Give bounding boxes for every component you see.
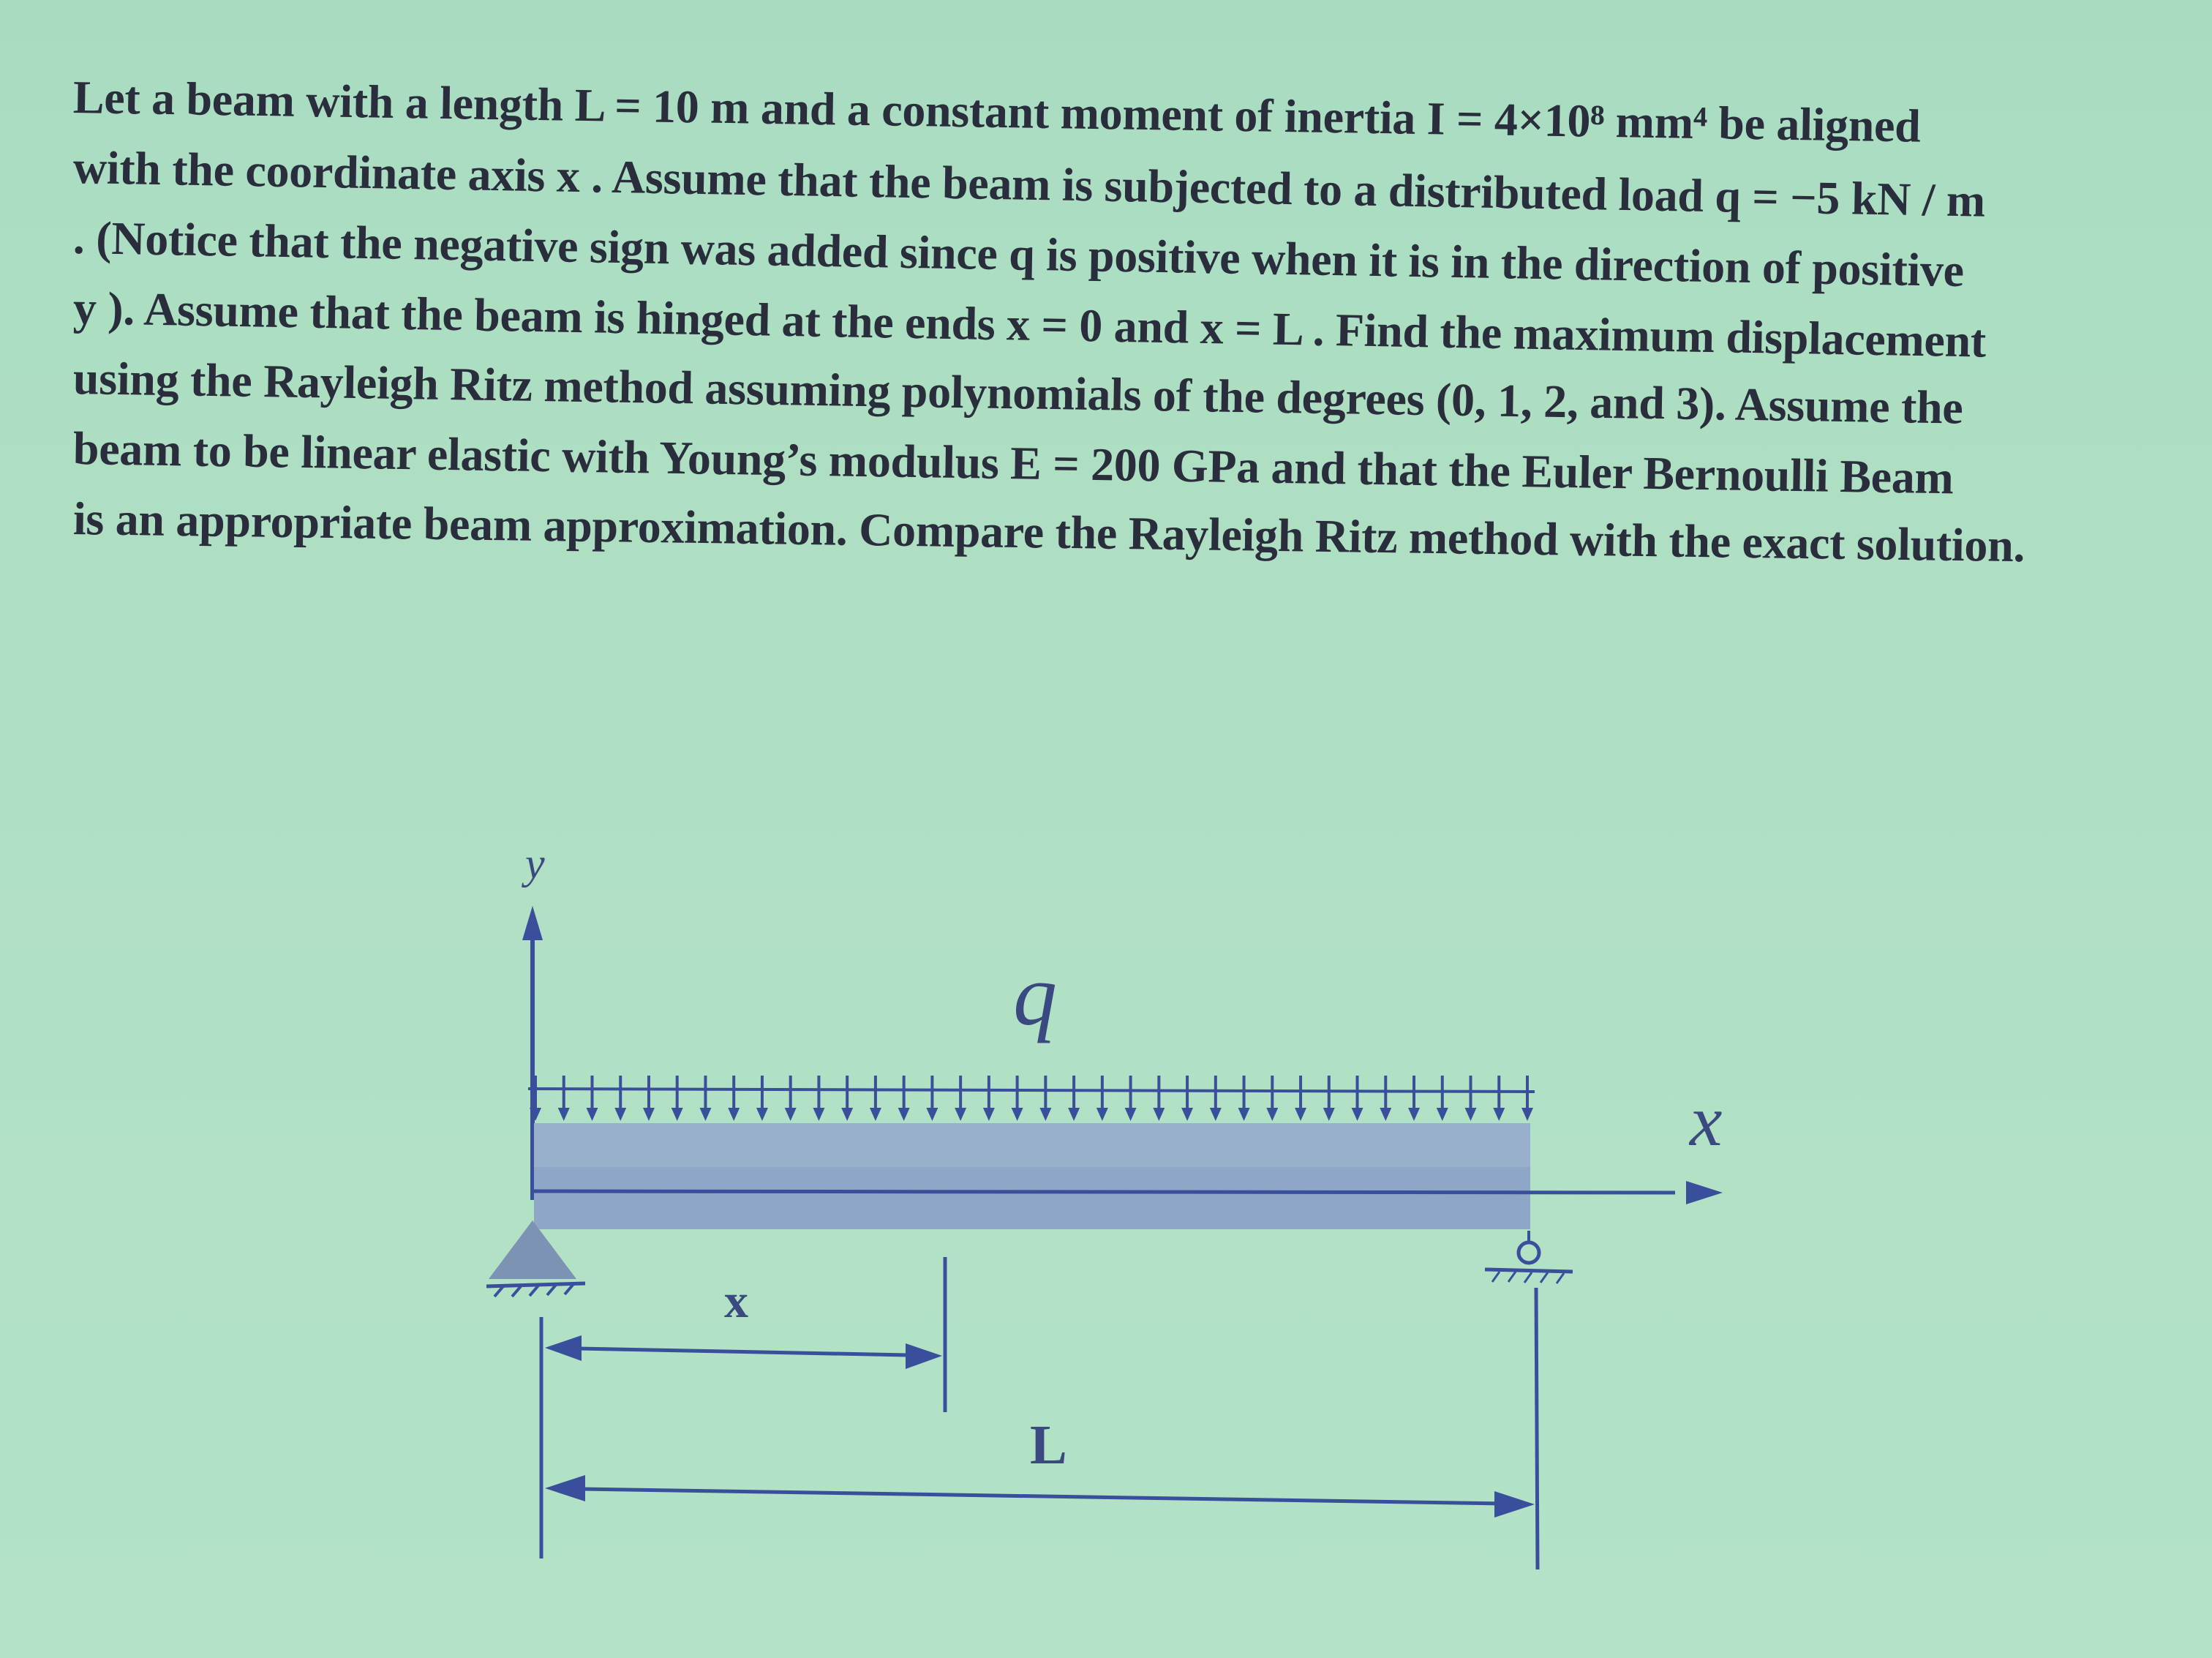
load-arrow-head xyxy=(1210,1108,1222,1121)
load-arrow-head xyxy=(785,1108,797,1121)
load-arrow-head xyxy=(586,1108,598,1121)
x-dimension-left-arrow xyxy=(545,1335,582,1361)
load-arrow-head xyxy=(1068,1108,1080,1121)
load-arrow-head xyxy=(1153,1108,1165,1121)
length-dimension-right-arrow xyxy=(1494,1491,1535,1518)
roller-ground xyxy=(1485,1269,1573,1272)
load-arrow-head xyxy=(558,1108,570,1121)
load-arrow-head xyxy=(983,1108,995,1121)
distributed-load-line xyxy=(528,1089,1535,1092)
load-arrow-head xyxy=(1096,1108,1108,1121)
load-arrow-head xyxy=(1493,1108,1505,1121)
problem-line-1: Let a beam with a length L = 10 m and a constant moment of inertia I = 4×10⁸ mm⁴ be aligned xyxy=(72,71,1922,152)
load-arrow-head xyxy=(1465,1108,1477,1121)
y-axis-arrowhead xyxy=(522,906,543,940)
load-arrow-head xyxy=(699,1108,711,1121)
length-dimension-line xyxy=(582,1489,1503,1504)
load-arrow-head xyxy=(870,1108,881,1121)
load-arrow-head xyxy=(643,1108,655,1121)
load-arrow-head xyxy=(614,1108,626,1121)
problem-line-6: beam to be linear elastic with Young’s modulus E = 200 GPa and that the Euler Bernoulli Beam xyxy=(72,422,1955,504)
load-arrow-head xyxy=(1437,1108,1448,1121)
beam-top-shade xyxy=(534,1123,1530,1167)
load-arrow-head xyxy=(1323,1108,1335,1121)
load-arrow-head xyxy=(813,1108,824,1121)
distributed-load xyxy=(530,1076,1533,1121)
position-label: x xyxy=(724,1275,748,1328)
problem-line-2: with the coordinate axis x . Assume that the beam is subjected to a distributed load q = −5 kN / m xyxy=(72,141,1986,227)
load-arrow-head xyxy=(728,1108,740,1121)
problem-line-5: using the Rayleigh Ritz method assuming polynomials of the degrees (0, 1, 2, and 3). Assume the xyxy=(72,352,1964,434)
load-arrow-head xyxy=(955,1108,966,1121)
load-arrow-head xyxy=(1039,1108,1051,1121)
load-arrow-head xyxy=(1266,1108,1278,1121)
load-arrow-head xyxy=(1352,1108,1363,1121)
problem-line-4: y ). Assume that the beam is hinged at the ends x = 0 and x = L . Find the maximum displacement xyxy=(72,282,1987,367)
y-axis-label: y xyxy=(525,839,545,888)
length-dimension-right-tick xyxy=(1536,1288,1538,1569)
load-arrow-head xyxy=(926,1108,938,1121)
load-arrow-head xyxy=(1125,1108,1137,1121)
load-arrow-head xyxy=(1521,1108,1533,1121)
load-arrow-head xyxy=(1295,1108,1306,1121)
problem-line-3: . (Notice that the negative sign was added since q is positive when it is in the direction of positive xyxy=(72,211,1965,297)
roller-ground-hatch xyxy=(1492,1272,1564,1283)
load-arrow-head xyxy=(841,1108,853,1121)
load-arrow-head xyxy=(1238,1108,1250,1121)
load-arrow-head xyxy=(1408,1108,1420,1121)
load-arrow-head xyxy=(672,1108,683,1121)
length-label: L xyxy=(1030,1414,1067,1476)
problem-line-7: is an appropriate beam approximation. Compare the Rayleigh Ritz method with the exact solution. xyxy=(72,492,2025,572)
length-dimension-left-arrow xyxy=(545,1475,585,1501)
load-arrow-head xyxy=(898,1108,910,1121)
load-arrow-head xyxy=(1380,1108,1391,1121)
x-dimension-line xyxy=(578,1348,907,1355)
load-arrow-head xyxy=(1012,1108,1023,1121)
x-axis-line xyxy=(533,1191,1675,1193)
roller-wheel xyxy=(1519,1242,1539,1263)
x-axis-arrowhead xyxy=(1686,1181,1723,1204)
load-arrow-head xyxy=(1181,1108,1193,1121)
load-arrow-head xyxy=(756,1108,768,1121)
load-label: q xyxy=(1013,946,1057,1043)
x-dimension-right-arrow xyxy=(906,1343,942,1369)
x-axis-label: x xyxy=(1690,1080,1723,1161)
